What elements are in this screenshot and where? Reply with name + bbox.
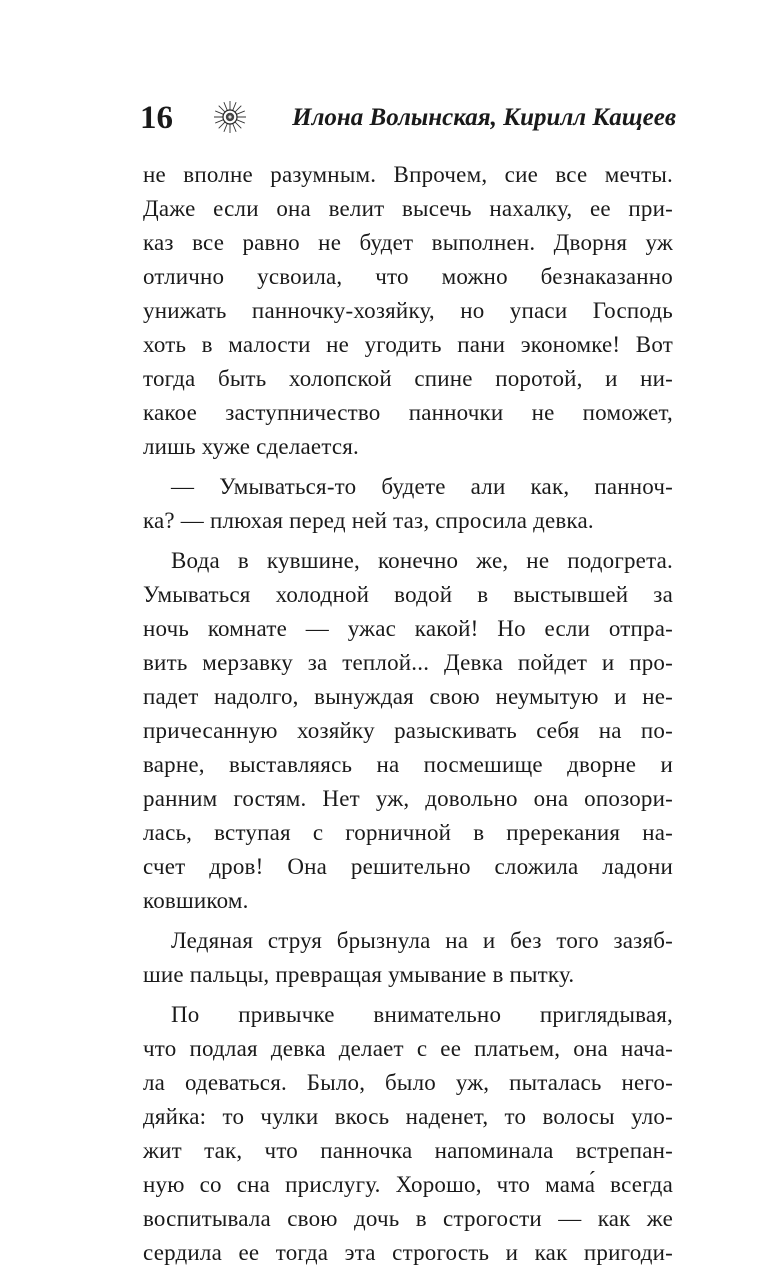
text-line: лишь хуже сделается.	[143, 434, 359, 459]
text-line: Ледяная струя брызнула на и без того зазяб-	[171, 928, 673, 953]
text-line: варне, выставляясь на посмешище дворне и	[143, 752, 673, 777]
text-line: ную со сна прислугу. Хорошо, что мама́ всегда	[143, 1172, 673, 1197]
text-line: хоть в малости не угодить пани экономке! Вот	[143, 332, 673, 357]
text-line: счет дров! Она решительно сложила ладони	[143, 854, 673, 879]
text-line: — Умываться-то будете али как, панноч-	[171, 474, 673, 499]
text-line: шие пальцы, превращая умывание в пытку.	[143, 962, 575, 987]
text-line: ранним гостям. Нет уж, довольно она опозори-	[143, 786, 673, 811]
text-line: Вода в кувшине, конечно же, не подогрета.	[171, 548, 673, 573]
text-line: Умываться холодной водой в выстывшей за	[143, 582, 673, 607]
text-line: вить мерзавку за теплой... Девка пойдет и про-	[143, 650, 673, 675]
body-text	[143, 158, 673, 1270]
text-line: падет надолго, вынуждая свою неумытую и не-	[143, 684, 673, 709]
starburst-ornament-icon	[213, 100, 247, 134]
running-head-authors: Илона Волынская, Кирилл Кащеев	[292, 104, 676, 131]
text-line: жит так, что панночка напоминала встрепан-	[143, 1138, 673, 1163]
text-line: По привычке внимательно приглядывая,	[171, 1002, 673, 1027]
paragraph	[143, 158, 673, 464]
text-line: ка? — плюхая перед ней таз, спросила девка.	[143, 508, 594, 533]
text-line: лась, вступая с горничной в пререкания на-	[143, 820, 673, 845]
text-line: причесанную хозяйку разыскивать себя на по-	[143, 718, 673, 743]
text-line: не вполне разумным. Впрочем, сие все мечты.	[143, 162, 673, 187]
text-line: тогда быть холопской спине поротой, и ни-	[143, 366, 673, 391]
paragraph	[143, 544, 673, 918]
text-line: каз все равно не будет выполнен. Дворня уж	[143, 230, 673, 255]
text-line: сердила ее тогда эта строгость и как пригоди-	[143, 1240, 673, 1265]
text-line: ла одеваться. Было, было уж, пыталась него-	[143, 1070, 673, 1095]
text-line: ночь комнате — ужас какой! Но если отпра-	[143, 616, 673, 641]
text-line: что подлая девка делает с ее платьем, она нача-	[143, 1036, 673, 1061]
paragraph	[143, 924, 673, 992]
text-line: отлично усвоила, что можно безнаказанно	[143, 264, 673, 289]
text-line: воспитывала свою дочь в строгости — как же	[143, 1206, 673, 1231]
text-line: ковшиком.	[143, 888, 249, 913]
page-number: 16	[140, 100, 173, 136]
text-line: какое заступничество панночки не поможет,	[143, 400, 673, 425]
paragraph	[143, 470, 673, 538]
page-header	[140, 94, 676, 146]
paragraph	[143, 998, 673, 1270]
text-line: дяйка: то чулки вкось наденет, то волосы уло-	[143, 1104, 673, 1129]
text-line: Даже если она велит высечь нахалку, ее при-	[143, 196, 673, 221]
text-line: унижать панночку-хозяйку, но упаси Господь	[143, 298, 673, 323]
